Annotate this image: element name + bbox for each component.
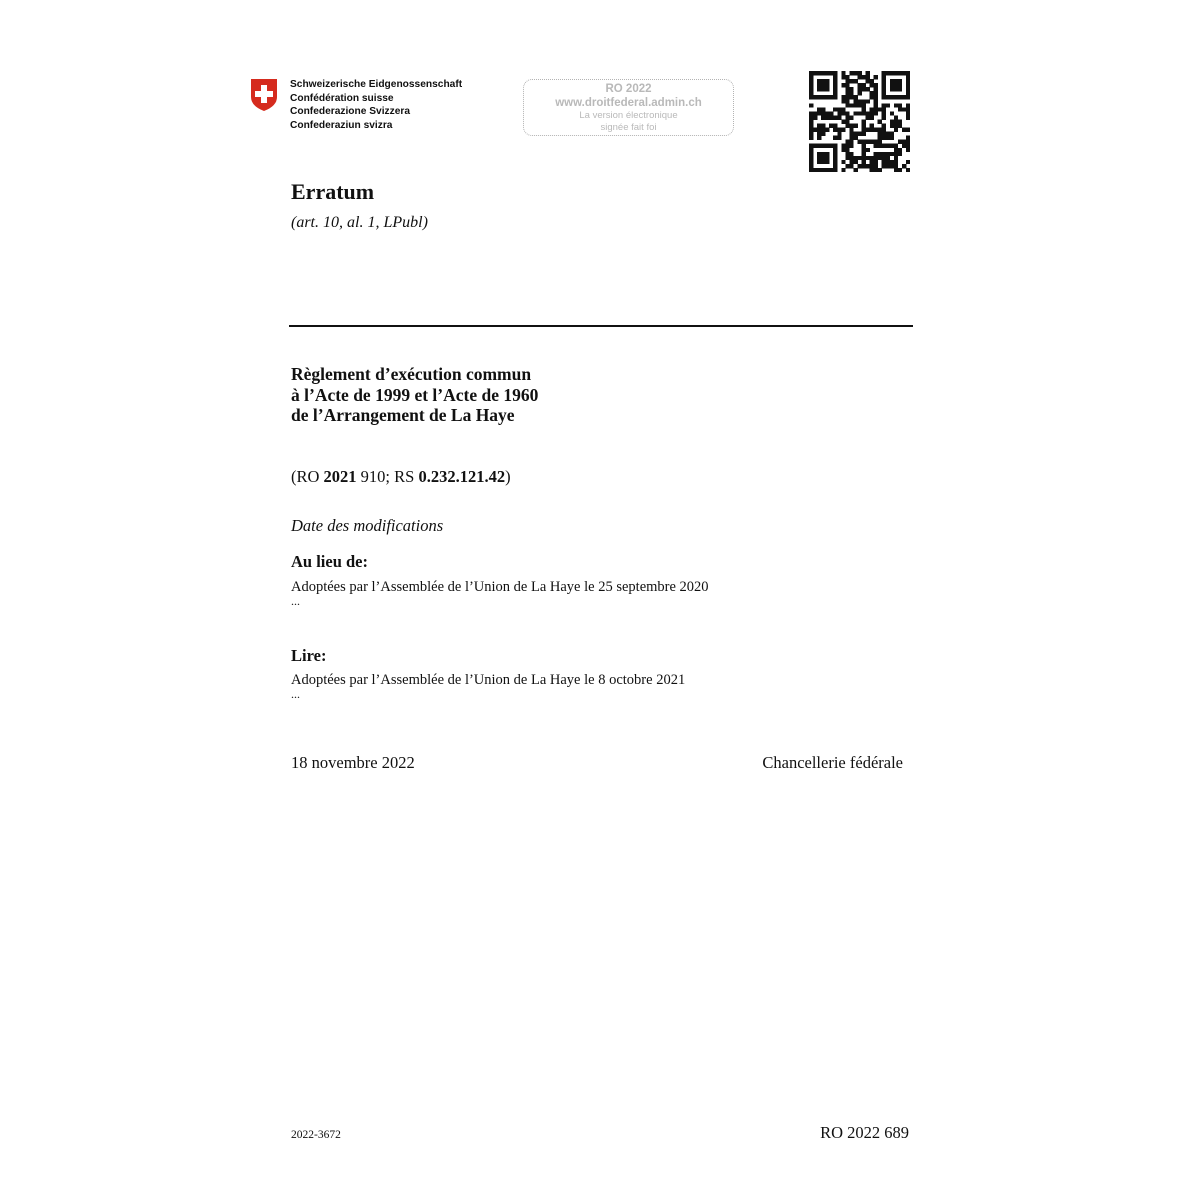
instead-of-sentence: Adoptées par l’Assemblée de l’Union de La Haye le 25 septembre 2020 bbox=[291, 579, 709, 595]
confederation-name-it: Confederazione Svizzera bbox=[290, 106, 411, 117]
ref-open: (RO bbox=[291, 467, 324, 486]
ref-close: ) bbox=[505, 467, 511, 486]
signature-date: 18 novembre 2022 bbox=[291, 753, 415, 772]
instead-of-ellipsis: ... bbox=[291, 594, 300, 608]
seal-website: www.droitfederal.admin.ch bbox=[555, 97, 702, 109]
confederation-logo bbox=[250, 78, 462, 132]
electronic-version-seal bbox=[523, 79, 734, 136]
ref-ro-year: 2021 bbox=[323, 467, 357, 486]
read-text bbox=[291, 671, 685, 699]
seal-ro-year: RO 2022 bbox=[605, 83, 652, 95]
ro-reference: RO 2022 689 bbox=[820, 1123, 909, 1142]
official-reference bbox=[291, 466, 511, 488]
act-title-line: Règlement d’exécution commun bbox=[291, 364, 532, 384]
qr-code-icon bbox=[809, 71, 910, 172]
instead-of-heading: Au lieu de: bbox=[291, 552, 369, 571]
act-title bbox=[291, 364, 538, 426]
seal-text-line1: La version électronique bbox=[579, 110, 678, 121]
confederation-name-fr: Confédération suisse bbox=[290, 92, 394, 104]
confederation-names bbox=[290, 78, 462, 132]
read-ellipsis: ... bbox=[291, 687, 300, 701]
ref-ro-page: 910; RS bbox=[356, 467, 419, 486]
section-label: Date des modifications bbox=[291, 516, 444, 535]
legal-basis: (art. 10, al. 1, LPubl) bbox=[291, 214, 428, 231]
instead-of-text bbox=[291, 578, 709, 606]
signature-authority: Chancellerie fédérale bbox=[762, 753, 903, 772]
confederation-name-rm: Confederaziun svizra bbox=[290, 119, 393, 131]
act-title-line: à l’Acte de 1999 et l’Acte de 1960 bbox=[291, 384, 539, 405]
title-divider bbox=[289, 325, 913, 327]
read-heading: Lire: bbox=[291, 646, 327, 665]
confederation-name-de: Schweizerische Eidgenossenschaft bbox=[290, 79, 463, 90]
swiss-flag-icon bbox=[250, 78, 278, 112]
act-title-line: de l’Arrangement de La Haye bbox=[291, 405, 515, 425]
ref-rs-number: 0.232.121.42 bbox=[418, 467, 506, 486]
read-sentence: Adoptées par l’Assemblée de l’Union de La Haye le 8 octobre 2021 bbox=[291, 672, 686, 688]
seal-text-line2: signée fait foi bbox=[600, 122, 657, 133]
page-title: Erratum bbox=[291, 179, 375, 204]
document-number: 2022-3672 bbox=[291, 1129, 341, 1141]
